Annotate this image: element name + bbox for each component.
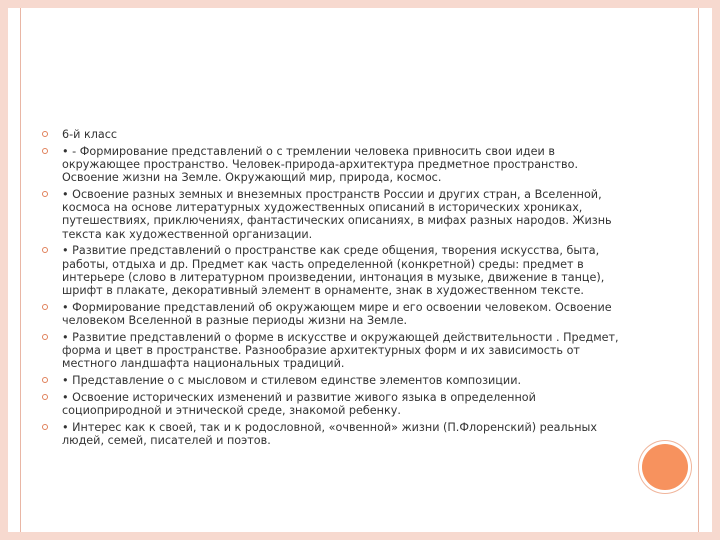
list-item [40, 145, 620, 185]
list-item-text: • Формирование представлений об окружающем мире и его освоении человеком. Освоение человеком Вселенной в разные периоды жизни на Земле. [62, 300, 612, 328]
circle-bullet-icon [42, 191, 48, 197]
list-item [40, 244, 620, 297]
list-item-text: • Интерес как к своей, так и к родословной, «очвенной» жизни (П.Флоренский) реальных людей, семей, писателей и поэтов. [62, 420, 598, 448]
list-item-text: • Развитие представлений о пространстве как среде общения, творения искусства, быта, работы, отдыха и др. Предмет как часть определенной (конкретной) среды: предмет в интерьере (слово в литературном произведении, интонация в музыке, движение в танце), шрифт в плакате, декоративный элемент в орнаменте, знак в художественном тексте. [62, 244, 605, 298]
list-item [40, 128, 620, 141]
circle-bullet-icon [42, 377, 48, 383]
decorative-circle [642, 444, 688, 490]
list-item-text: • Развитие представлений о форме в искусстве и окружающей действительности . Предмет, форма и цвет в пространстве. Разнообразие архитектурных форм и их зависимость от местного ландшафта национальных традиций. [62, 330, 619, 371]
list-item-text: • Представление о с мысловом и стилевом единстве элементов композиции. [62, 374, 522, 388]
list-item [40, 421, 620, 447]
circle-bullet-icon [42, 424, 48, 430]
circle-bullet-icon [42, 247, 48, 253]
list-item [40, 188, 620, 241]
bullet-list [40, 128, 620, 451]
list-item [40, 374, 620, 387]
circle-bullet-icon [42, 394, 48, 400]
list-item [40, 391, 620, 417]
circle-bullet-icon [42, 148, 48, 154]
list-item [40, 331, 620, 371]
frame-inner-line-right [698, 8, 699, 532]
circle-bullet-icon [42, 131, 48, 137]
list-item-text: • Освоение разных земных и внеземных пространств России и других стран, а Вселенной, космоса на основе литературных художественных описаний в исторических хрониках, путешествиях, приключениях, фантастических описаниях, в мифах разных народов. Жизнь текста как художественной организации. [62, 188, 612, 241]
list-item-text: • Освоение исторических изменений и развитие живого языка в определенной социоприродной и этнической среде, знакомой ребенку. [62, 390, 536, 418]
list-item-text: • - Формирование представлений о с тремлении человека привносить свои идеи в окружающее пространство. Человек-природа-архитектура предметное пространство. Освоение жизни на Земле. Окружающий мир, природа, космос. [62, 144, 579, 185]
list-item [40, 301, 620, 327]
circle-bullet-icon [42, 304, 48, 310]
circle-bullet-icon [42, 334, 48, 340]
list-item-text: 6-й класс [62, 128, 118, 141]
frame-inner-line-left [20, 8, 21, 532]
